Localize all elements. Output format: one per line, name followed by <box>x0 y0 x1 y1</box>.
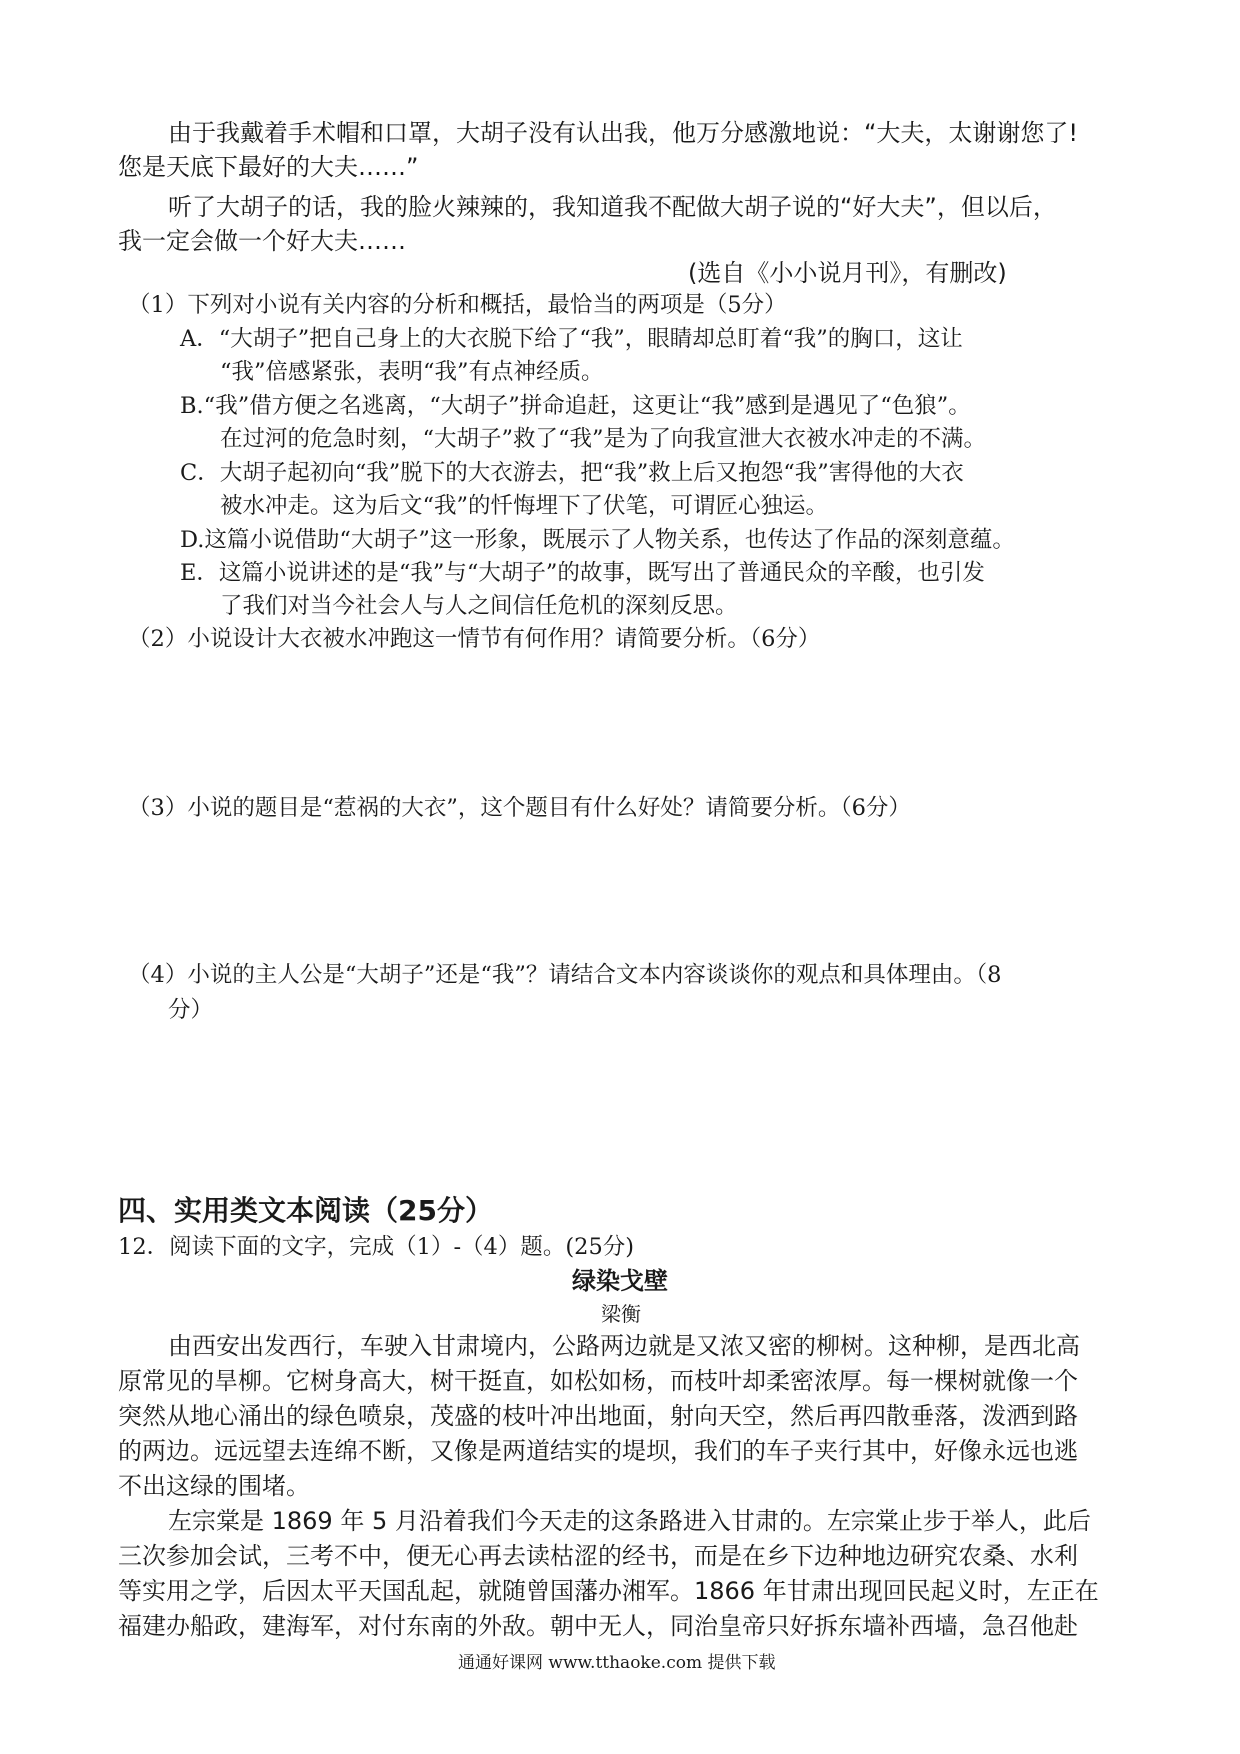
story-line: 您是天底下最好的大夫……” <box>118 153 419 181</box>
story-line: 听了大胡子的话，我的脸火辣辣的，我知道我不配做大胡子说的“好大夫”，但以后， <box>168 193 1057 221</box>
page-footer: 通通好课网 www.tthaoke.com 提供下载 <box>458 1653 776 1673</box>
question-4: （4）小说的主人公是“大胡子”还是“我”？请结合文本内容谈谈你的观点和具体理由。（8 <box>128 962 1002 988</box>
question-2: （2）小说设计大衣被水冲跑这一情节有何作用？请简要分析。（6分） <box>128 626 821 652</box>
option-b: B.“我”借方便之名逃离，“大胡子”拼命追赶，这更让“我”感到是遇见了“色狼”。 <box>180 393 971 419</box>
option-a: A．“大胡子”把自己身上的大衣脱下给了“我”，眼睛却总盯着“我”的胸口，这让 <box>180 326 963 352</box>
article-line: 突然从地心涌出的绿色喷泉，茂盛的枝叶冲出地面，射向天空，然后再四散垂落，泼洒到路 <box>118 1402 1078 1430</box>
article-line: 左宗棠是 1869 年 5 月沿着我们今天走的这条路进入甘肃的。左宗棠止步于举人，此后 <box>168 1507 1091 1535</box>
article-line: 等实用之学，后因太平天国乱起，就随曾国藩办湘军。1866 年甘肃出现回民起义时，左正在 <box>118 1577 1099 1605</box>
option-c: C．大胡子起初向“我”脱下的大衣游去，把“我”救上后又抱怨“我”害得他的大衣 <box>180 460 964 486</box>
option-d: D.这篇小说借助“大胡子”这一形象，既展示了人物关系，也传达了作品的深刻意蕴。 <box>180 527 1015 553</box>
article-line: 由西安出发西行，车驶入甘肃境内，公路两边就是又浓又密的柳树。这种柳，是西北高 <box>168 1332 1080 1360</box>
option-a-cont: “我”倍感紧张，表明“我”有点神经质。 <box>220 359 604 385</box>
story-line: 由于我戴着手术帽和口罩，大胡子没有认出我，他万分感激地说：“大夫，太谢谢您了! <box>168 119 1079 147</box>
article-title: 绿染戈壁 <box>572 1267 668 1295</box>
option-b-cont: 在过河的危急时刻，“大胡子”救了“我”是为了向我宣泄大衣被水冲走的不满。 <box>220 426 987 452</box>
article-author: 梁衡 <box>601 1302 641 1326</box>
question-1-stem: （1）下列对小说有关内容的分析和概括，最恰当的两项是（5分） <box>128 292 787 318</box>
article-line: 福建办船政，建海军，对付东南的外敌。朝中无人，同治皇帝只好拆东墙补西墙，急召他赴 <box>118 1612 1078 1640</box>
story-line: 我一定会做一个好大夫…… <box>118 227 406 255</box>
question-3: （3）小说的题目是“惹祸的大衣”，这个题目有什么好处？请简要分析。（6分） <box>128 795 911 821</box>
section-heading: 四、实用类文本阅读（25分） <box>118 1194 493 1227</box>
article-line: 三次参加会试，三考不中，便无心再去读枯涩的经书，而是在乡下边种地边研究农桑、水利 <box>118 1542 1078 1570</box>
option-e: E．这篇小说讲述的是“我”与“大胡子”的故事，既写出了普通民众的辛酸，也引发 <box>180 560 985 586</box>
question-4-cont: 分） <box>168 997 214 1023</box>
article-line: 的两边。远远望去连绵不断，又像是两道结实的堤坝，我们的车子夹行其中，好像永远也逃 <box>118 1437 1078 1465</box>
option-c-cont: 被水冲走。这为后文“我”的忏悔埋下了伏笔，可谓匠心独运。 <box>220 493 829 519</box>
source-note: (选自《小小说月刊》，有删改) <box>688 259 1007 287</box>
article-line: 不出这绿的围堵。 <box>118 1472 310 1500</box>
article-line: 原常见的旱柳。它树身高大，树干挺直，如松如杨，而枝叶却柔密浓厚。每一棵树就像一个 <box>118 1367 1078 1395</box>
section-instruction: 12．阅读下面的文字，完成（1）-（4）题。(25分) <box>118 1234 635 1260</box>
option-e-cont: 了我们对当今社会人与人之间信任危机的深刻反思。 <box>220 593 738 619</box>
